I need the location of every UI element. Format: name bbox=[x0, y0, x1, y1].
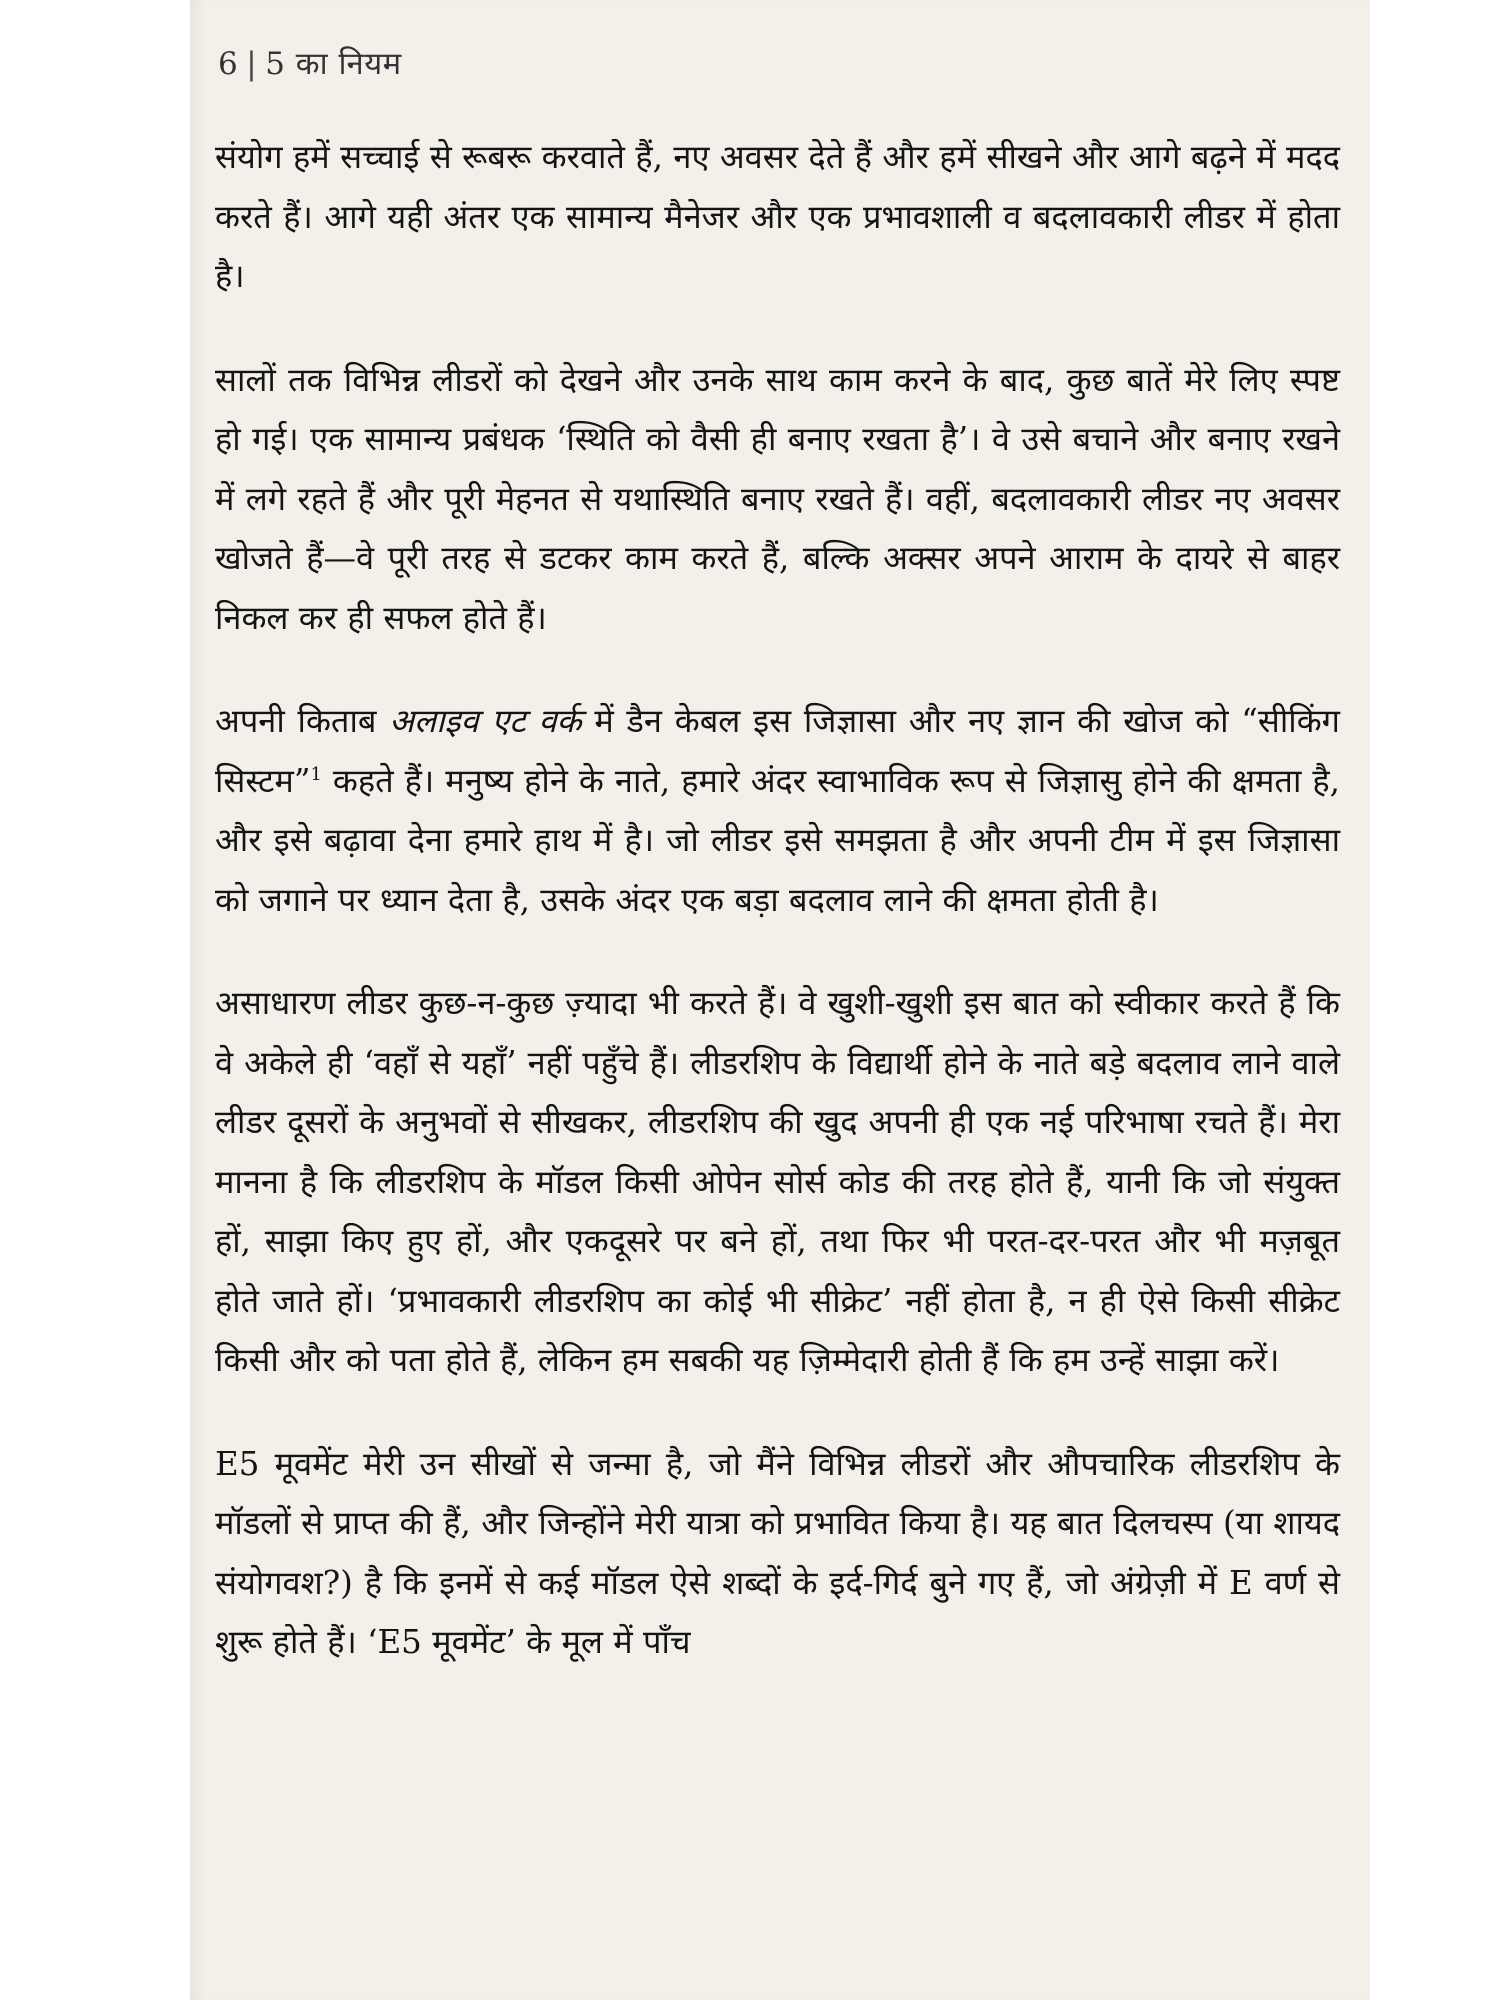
running-header bbox=[218, 42, 402, 84]
header-separator: | bbox=[246, 46, 258, 82]
page-body bbox=[215, 128, 1340, 1673]
page-number: 6 bbox=[218, 46, 239, 82]
paragraph-5: E5 मूवमेंट मेरी उन सीखों से जन्मा है, जो मैंने विभिन्न लीडरों और औपचारिक लीडरशिप के मॉडलों से प्राप्त की हैं, और जिन्होंने मेरी यात्रा को प्रभावित किया है। यह बात दिलचस्प (या शायद संयोगवश?) है कि इनमें से कई मॉडल ऐसे शब्दों के इर्द-गिर्द बुने गए हैं, जो अंग्रेज़ी में E वर्ण से शुरू होते हैं। ‘E5 मूवमेंट’ के मूल में पाँच bbox=[215, 1444, 1340, 1661]
paragraph-3-text-end: कहते हैं। मनुष्य होने के नाते, हमारे अंदर स्वाभाविक रूप से जिज्ञासु होने की क्षमता है, और इसे बढ़ावा देना हमारे हाथ में है। जो लीडर इसे समझता है और अपनी टीम में इस जिज्ञासा को जगाने पर ध्यान देता है, उसके अंदर एक बड़ा बदलाव लाने की क्षमता होती है। bbox=[215, 761, 1340, 919]
book-title-italic: अलाइव एट वर्क bbox=[389, 702, 582, 740]
paragraph-3 bbox=[215, 692, 1340, 930]
paragraph-2: सालों तक विभिन्न लीडरों को देखने और उनके साथ काम करने के बाद, कुछ बातें मेरे लिए स्पष्ट हो गई। एक सामान्य प्रबंधक ‘स्थिति को वैसी ही बनाए रखता है’। वे उसे बचाने और बनाए रखने में लगे रहते हैं और पूरी मेहनत से यथास्थिति बनाए रखते हैं। वहीं, बदलावकारी लीडर नए अवसर खोजते हैं—वे पूरी तरह से डटकर काम करते हैं, बल्कि अक्सर अपने आराम के दायरे से बाहर निकल कर ही सफल होते हैं। bbox=[215, 360, 1340, 637]
paragraph-4: असाधारण लीडर कुछ-न-कुछ ज़्यादा भी करते हैं। वे खुशी-खुशी इस बात को स्वीकार करते हैं कि वे अकेले ही ‘वहाँ से यहाँ’ नहीं पहुँचे हैं। लीडरशिप के विद्यार्थी होने के नाते बड़े बदलाव लाने वाले लीडर दूसरों के अनुभवों से सीखकर, लीडरशिप की खुद अपनी ही एक नई परिभाषा रचते हैं। मेरा मानना है कि लीडरशिप के मॉडल किसी ओपेन सोर्स कोड की तरह होते हैं, यानी कि जो संयुक्त हों, साझा किए हुए हों, और एकदूसरे पर बने हों, तथा फिर भी परत-दर-परत और भी मज़बूत होते जाते हों। ‘प्रभावकारी लीडरशिप का कोई भी सीक्रेट’ नहीं होता है, न ही ऐसे किसी सीक्रेट किसी और को पता होते हैं, लेकिन हम सबकी यह ज़िम्मेदारी होती हैं कि हम उन्हें साझा करें। bbox=[215, 984, 1340, 1379]
paragraph-1: संयोग हमें सच्चाई से रूबरू करवाते हैं, नए अवसर देते हैं और हमें सीखने और आगे बढ़ने में मदद करते हैं। आगे यही अंतर एक सामान्य मैनेजर और एक प्रभावशाली व बदलावकारी लीडर में होता है। bbox=[215, 138, 1340, 295]
paragraph-3-text-start: अपनी किताब bbox=[215, 702, 390, 740]
book-title: 5 का नियम bbox=[265, 46, 402, 82]
footnote-marker: 1 bbox=[310, 763, 322, 785]
paragraph-3-text-middle: में डैन केबल इस जिज्ञासा और नए ज्ञान की खोज को “सीकिंग सिस्टम” bbox=[215, 702, 1340, 800]
